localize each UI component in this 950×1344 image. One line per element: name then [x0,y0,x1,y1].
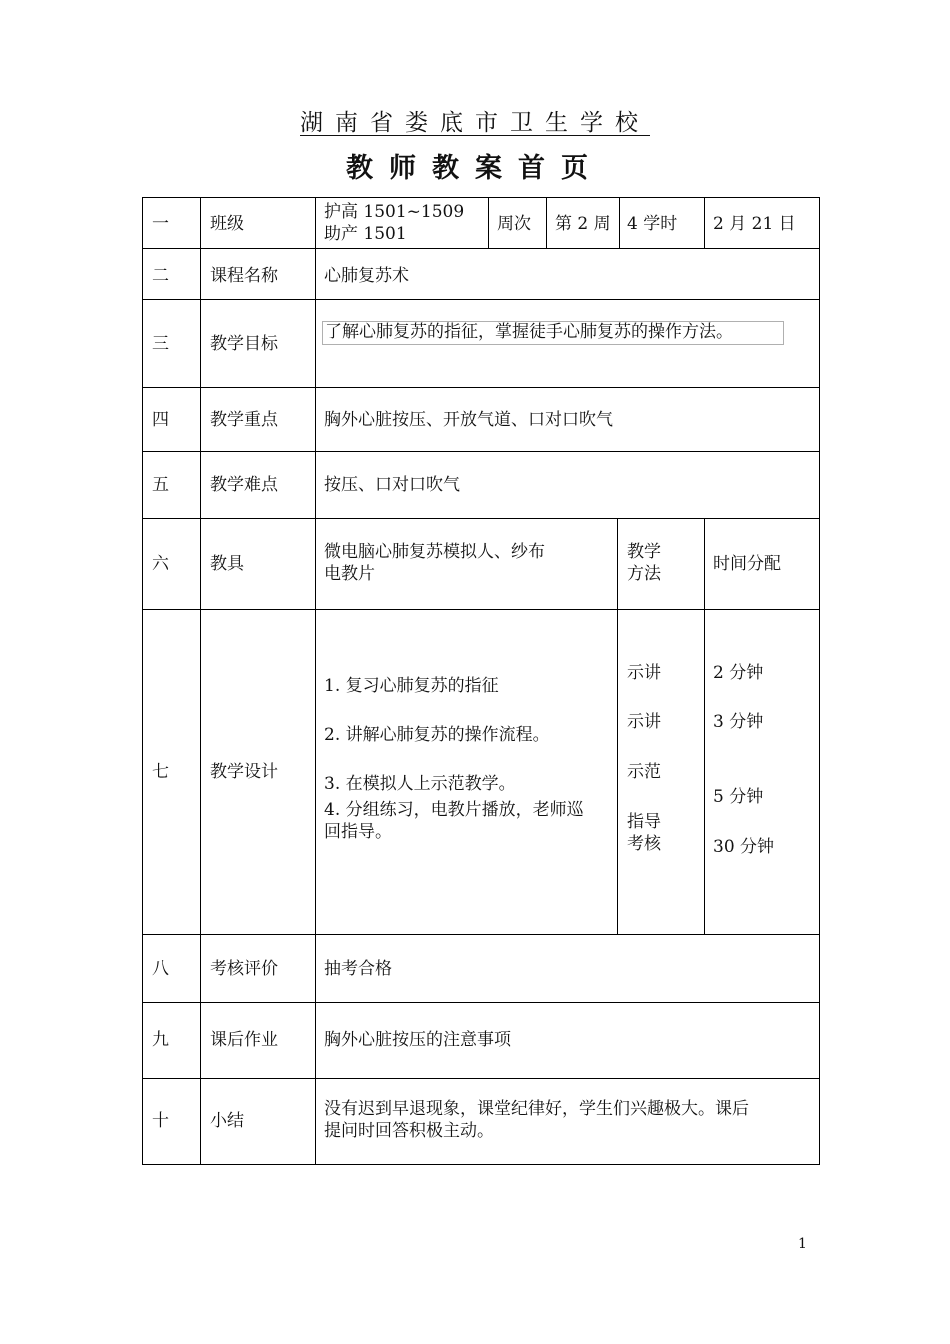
method-item: 指导 考核 [627,812,661,854]
row-number: 十 [152,1111,169,1131]
design-step: 4. 分组练习，电教片播放，老师巡 回指导。 [324,800,584,842]
row-number: 一 [152,214,169,234]
page-number: 1 [798,1236,807,1252]
summary-text: 没有迟到早退现象，课堂纪律好，学生们兴趣极大。课后 提问时回答积极主动。 [324,1099,749,1141]
page-title: 教师教案首页 [346,153,604,184]
row-label-design: 教学设计 [210,762,278,782]
design-step: 3. 在模拟人上示范教学。 [324,774,516,794]
row-label-assessment: 考核评价 [210,959,278,979]
row-number: 九 [152,1030,169,1050]
method-item: 示范 [627,762,661,782]
method-header: 教学 方法 [627,542,661,584]
row-label-homework: 课后作业 [210,1030,278,1050]
row-label-objectives: 教学目标 [210,334,278,354]
row-label-course: 课程名称 [210,266,278,286]
time-header: 时间分配 [713,554,781,574]
design-step: 2. 讲解心肺复苏的操作流程。 [324,725,550,745]
difficulties-text: 按压、口对口吹气 [324,475,460,495]
row-label-key-points: 教学重点 [210,410,278,430]
time-item: 3 分钟 [713,712,764,732]
homework-text: 胸外心脏按压的注意事项 [324,1030,511,1050]
method-item: 示讲 [627,663,661,683]
key-points-text: 胸外心脏按压、开放气道、口对口吹气 [324,410,613,430]
design-step: 1. 复习心肺复苏的指征 [324,676,499,696]
assessment-text: 抽考合格 [324,959,392,979]
row-number: 四 [152,410,169,430]
course-name: 心肺复苏术 [324,266,409,286]
week-value: 第 2 周 [555,214,611,234]
week-label: 周次 [497,214,531,234]
time-item: 5 分钟 [713,787,764,807]
row-number: 三 [152,334,169,354]
row-number: 二 [152,266,169,286]
teaching-aids-text: 微电脑心肺复苏模拟人、纱布 电教片 [324,542,545,584]
class-hours: 4 学时 [627,214,678,234]
row-label-difficulties: 教学难点 [210,475,278,495]
method-item: 示讲 [627,712,661,732]
row-number: 七 [152,762,169,782]
lesson-date: 2 月 21 日 [713,214,796,234]
row-number: 八 [152,959,169,979]
time-item: 2 分钟 [713,663,764,683]
row-label-summary: 小结 [210,1111,244,1131]
row-label-aids: 教具 [210,554,244,574]
objectives-text: 了解心肺复苏的指征，掌握徒手心肺复苏的操作方法。 [325,322,733,342]
row-label-class: 班级 [210,214,244,234]
row-number: 五 [152,475,169,495]
row-number: 六 [152,554,169,574]
time-item: 30 分钟 [713,837,775,857]
school-name: 湖南省娄底市卫生学校 [300,110,650,136]
class-value: 护高 1501~1509 助产 1501 [324,202,465,244]
